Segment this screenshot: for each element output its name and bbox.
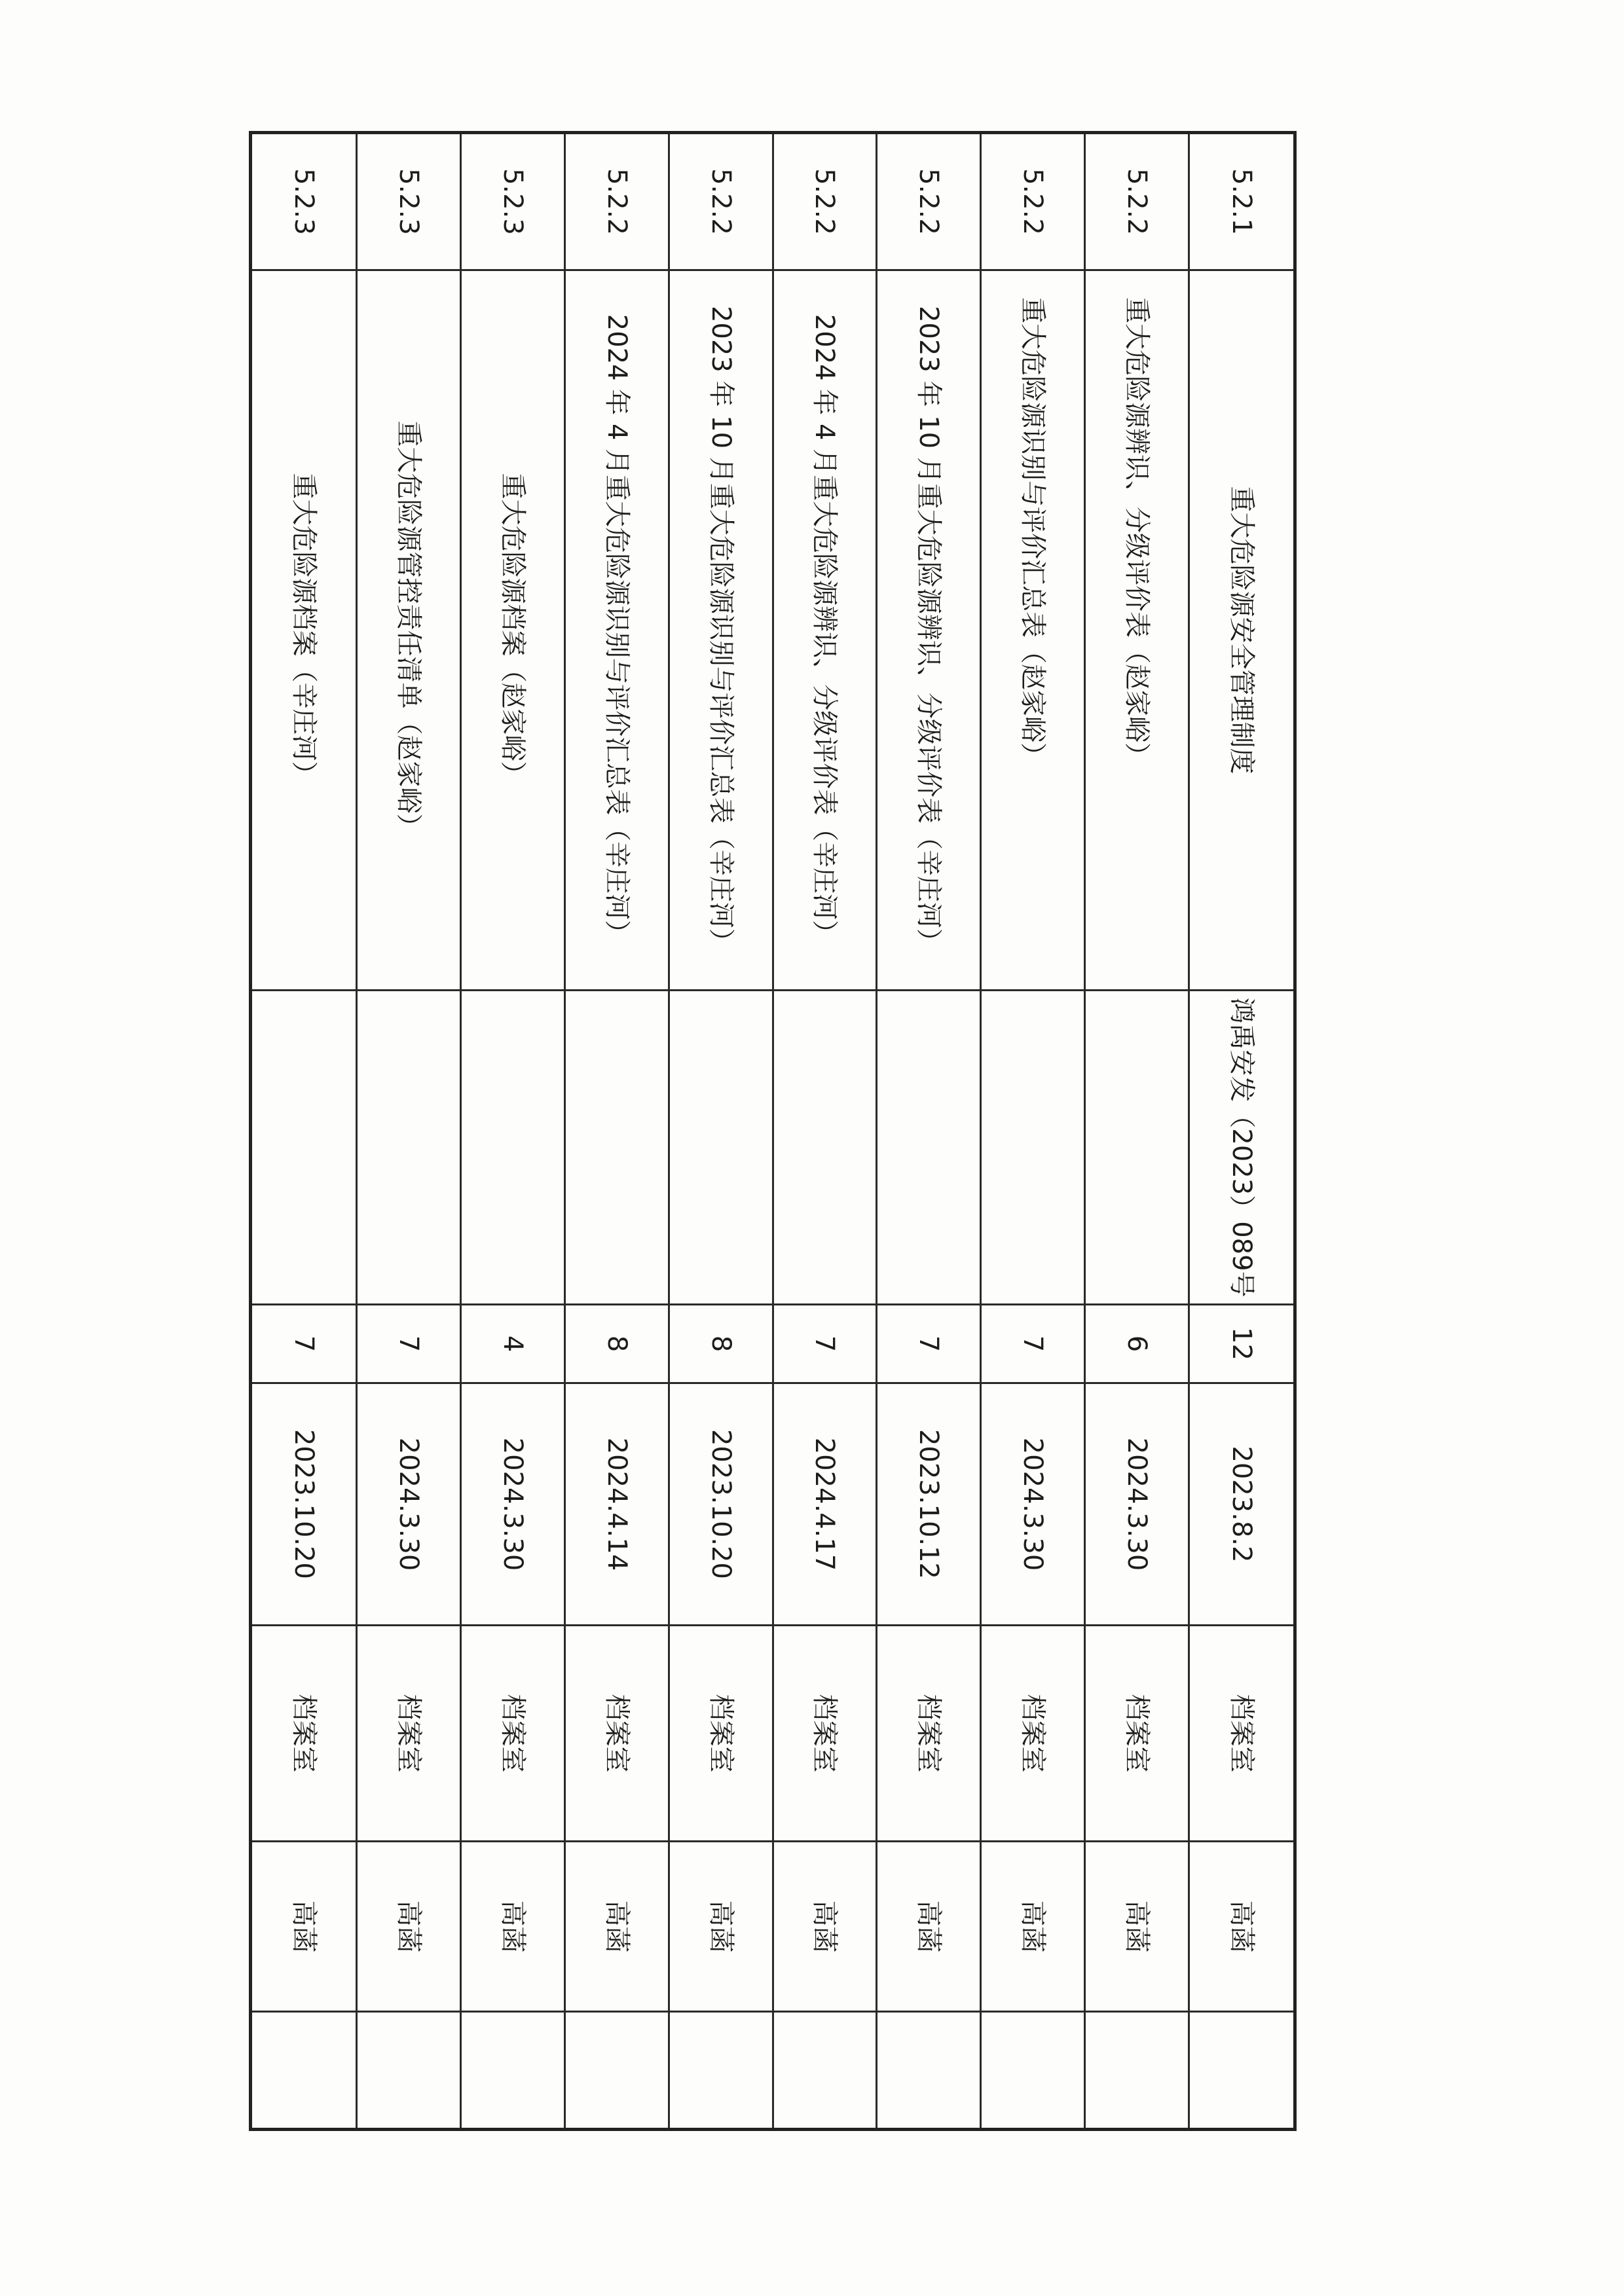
location-cell: 档案室 (1085, 1626, 1189, 1842)
keeper-cell: 高菡 (773, 1842, 877, 2012)
pages-cell: 7 (251, 1305, 357, 1383)
location-cell: 档案室 (669, 1626, 773, 1842)
location-cell: 档案室 (357, 1626, 461, 1842)
table-row (981, 133, 1085, 2130)
keeper-cell: 高菡 (357, 1842, 461, 2012)
date-cell: 2023.8.2 (1189, 1383, 1295, 1626)
remark-cell (357, 2012, 461, 2130)
clause-cell: 5.2.2 (877, 133, 981, 270)
date-cell: 2023.10.12 (877, 1383, 981, 1626)
doc-number-cell (773, 991, 877, 1305)
date-cell: 2023.10.20 (251, 1383, 357, 1626)
clause-cell: 5.2.3 (251, 133, 357, 270)
keeper-cell: 高菡 (251, 1842, 357, 2012)
clause-cell: 5.2.2 (981, 133, 1085, 270)
title-cell: 重大危险源安全管理制度 (1189, 270, 1295, 991)
location-cell: 档案室 (981, 1626, 1085, 1842)
location-cell: 档案室 (877, 1626, 981, 1842)
clause-cell: 5.2.3 (461, 133, 565, 270)
keeper-cell: 高菡 (669, 1842, 773, 2012)
remark-cell (981, 2012, 1085, 2130)
location-cell: 档案室 (773, 1626, 877, 1842)
date-cell: 2024.3.30 (357, 1383, 461, 1626)
doc-number-cell (1085, 991, 1189, 1305)
pages-cell: 4 (461, 1305, 565, 1383)
table-row (877, 133, 981, 2130)
location-cell: 档案室 (1189, 1626, 1295, 1842)
keeper-cell: 高菡 (981, 1842, 1085, 2012)
date-cell: 2024.4.17 (773, 1383, 877, 1626)
remark-cell (461, 2012, 565, 2130)
pages-cell: 7 (773, 1305, 877, 1383)
pages-cell: 12 (1189, 1305, 1295, 1383)
doc-number-cell (877, 991, 981, 1305)
title-cell: 2023 年 10 月重大危险源识别与评价汇总表（辛庄河） (669, 270, 773, 991)
date-cell: 2024.3.30 (981, 1383, 1085, 1626)
location-cell: 档案室 (461, 1626, 565, 1842)
pages-cell: 8 (564, 1305, 669, 1383)
pages-cell: 7 (981, 1305, 1085, 1383)
title-cell: 2024 年 4 月重大危险源辨识、分级评价表（辛庄河） (773, 270, 877, 991)
table-row (251, 133, 357, 2130)
remark-cell (1085, 2012, 1189, 2130)
clause-cell: 5.2.2 (1085, 133, 1189, 270)
doc-number-cell (357, 991, 461, 1305)
date-cell: 2024.3.30 (461, 1383, 565, 1626)
remark-cell (1189, 2012, 1295, 2130)
table-row (773, 133, 877, 2130)
clause-cell: 5.2.2 (669, 133, 773, 270)
clause-cell: 5.2.3 (357, 133, 461, 270)
title-cell: 重大危险源档案（辛庄河） (251, 270, 357, 991)
pages-cell: 8 (669, 1305, 773, 1383)
date-cell: 2023.10.20 (669, 1383, 773, 1626)
table-row (357, 133, 461, 2130)
pages-cell: 7 (877, 1305, 981, 1383)
remark-cell (773, 2012, 877, 2130)
remark-cell (877, 2012, 981, 2130)
table-row (1189, 133, 1295, 2130)
clause-cell: 5.2.2 (564, 133, 669, 270)
doc-number-cell (981, 991, 1085, 1305)
keeper-cell: 高菡 (1189, 1842, 1295, 2012)
keeper-cell: 高菡 (877, 1842, 981, 2012)
document-register-table (249, 131, 1297, 2131)
doc-number-cell: 鸿禹安发（2023）089号 (1189, 991, 1295, 1305)
title-cell: 重大危险源档案（赵家峪） (461, 270, 565, 991)
doc-number-cell (564, 991, 669, 1305)
table-row (1085, 133, 1189, 2130)
location-cell: 档案室 (251, 1626, 357, 1842)
remark-cell (564, 2012, 669, 2130)
table-row (564, 133, 669, 2130)
keeper-cell: 高菡 (461, 1842, 565, 2012)
table-row (669, 133, 773, 2130)
pages-cell: 6 (1085, 1305, 1189, 1383)
date-cell: 2024.4.14 (564, 1383, 669, 1626)
remark-cell (251, 2012, 357, 2130)
table-row (461, 133, 565, 2130)
location-cell: 档案室 (564, 1626, 669, 1842)
title-cell: 重大危险源辨识、分级评价表（赵家峪） (1085, 270, 1189, 991)
clause-cell: 5.2.1 (1189, 133, 1295, 270)
title-cell: 重大危险源管控责任清单（赵家峪） (357, 270, 461, 991)
keeper-cell: 高菡 (564, 1842, 669, 2012)
date-cell: 2024.3.30 (1085, 1383, 1189, 1626)
doc-number-cell (669, 991, 773, 1305)
doc-number-cell (461, 991, 565, 1305)
pages-cell: 7 (357, 1305, 461, 1383)
keeper-cell: 高菡 (1085, 1842, 1189, 2012)
doc-number-cell (251, 991, 357, 1305)
title-cell: 2024 年 4 月重大危险源识别与评价汇总表（辛庄河） (564, 270, 669, 991)
rotated-table-container (249, 131, 1297, 2128)
clause-cell: 5.2.2 (773, 133, 877, 270)
title-cell: 重大危险源识别与评价汇总表（赵家峪） (981, 270, 1085, 991)
title-cell: 2023 年 10 月重大危险源辨识、分级评价表（辛庄河） (877, 270, 981, 991)
register-body (251, 133, 1295, 2130)
remark-cell (669, 2012, 773, 2130)
